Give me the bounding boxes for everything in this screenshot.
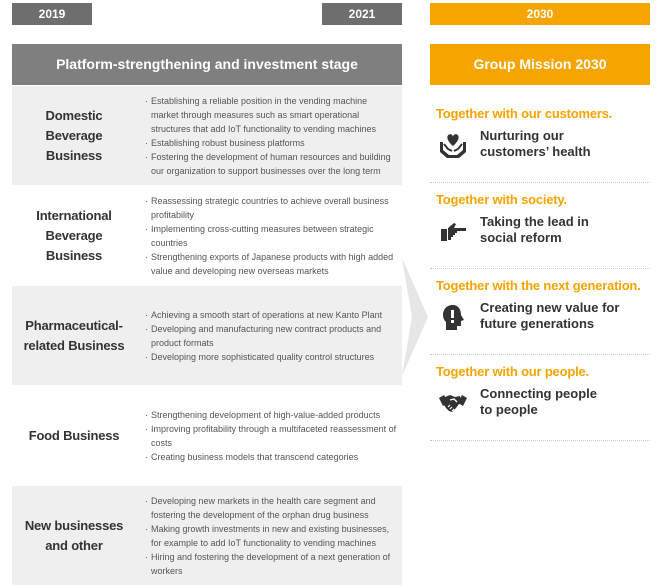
measure-item: · Achieving a smooth start of operations at new Kanto Plant bbox=[145, 308, 397, 322]
mission-text: Taking the lead in social reform bbox=[480, 214, 589, 245]
idea-head-icon bbox=[438, 302, 468, 332]
mission-title: Together with the next generation. bbox=[436, 278, 641, 293]
pointing-hand-icon bbox=[438, 216, 468, 246]
mission-title: Together with our customers. bbox=[436, 106, 613, 121]
business-name: International Beverage Business bbox=[36, 207, 112, 263]
mission-header: Group Mission 2030 bbox=[430, 44, 650, 85]
business-name: New businesses and other bbox=[24, 517, 124, 553]
measure-item: · Establishing a reliable position in the vending machine market through measures such as smart operational structures that add IoT functionality to vending machines bbox=[145, 94, 397, 136]
business-name: Domestic Beverage Business bbox=[45, 107, 103, 163]
business-international-beverage bbox=[12, 186, 402, 285]
measure-item: · Making growth investments in new and existing businesses, for example to add IoT functionality to vending machines bbox=[145, 522, 397, 550]
heart-hands-icon bbox=[438, 130, 468, 160]
business-measures-list bbox=[145, 286, 397, 385]
measure-item: · Strengthening exports of Japanese products with high added value and developing new overseas markets bbox=[145, 250, 397, 278]
business-domestic-beverage bbox=[12, 86, 402, 185]
measure-item: · Creating business models that transcend categories bbox=[145, 450, 397, 464]
business-measures-list bbox=[145, 386, 397, 485]
business-measures-list bbox=[145, 186, 397, 285]
measure-item: · Implementing cross-cutting measures between strategic countries bbox=[145, 222, 397, 250]
handshake-icon bbox=[438, 388, 468, 418]
year-2019-label: 2019 bbox=[12, 3, 92, 25]
mission-text: Connecting people to people bbox=[480, 386, 597, 417]
measure-item: · Strengthening development of high-value-added products bbox=[145, 408, 397, 422]
mission-title: Together with our people. bbox=[436, 364, 589, 379]
mission-next-generation bbox=[430, 270, 650, 355]
business-name: Pharmaceutical- related Business bbox=[23, 317, 125, 353]
measure-item: · Hiring and fostering the development of a next generation of workers bbox=[145, 550, 397, 578]
mission-people bbox=[430, 356, 650, 441]
business-pharmaceutical bbox=[12, 286, 402, 385]
business-name: Food Business bbox=[28, 427, 120, 443]
mission-text: Creating new value for future generations bbox=[480, 300, 620, 331]
measure-item: · Developing more sophisticated quality control structures bbox=[145, 350, 397, 364]
business-new-and-other bbox=[12, 486, 402, 585]
mission-customers bbox=[430, 98, 650, 183]
mission-title: Together with society. bbox=[436, 192, 567, 207]
year-2030-label: 2030 bbox=[430, 3, 650, 25]
measure-item: · Developing new markets in the health care segment and fostering the development of the orphan drug business bbox=[145, 494, 397, 522]
measure-item: · Fostering the development of human resources and building our organization to support businesses over the long term bbox=[145, 150, 397, 178]
measure-item: · Improving profitability through a multifaceted reassessment of costs bbox=[145, 422, 397, 450]
mission-text: Nurturing our customers’ health bbox=[480, 128, 591, 159]
progress-arrow-icon bbox=[402, 258, 428, 376]
year-2021-label: 2021 bbox=[322, 3, 402, 25]
business-measures-list bbox=[145, 486, 397, 585]
measure-item: · Establishing robust business platforms bbox=[145, 136, 397, 150]
measure-item: · Reassessing strategic countries to achieve overall business profitability bbox=[145, 194, 397, 222]
stage-header: Platform-strengthening and investment stage bbox=[12, 44, 402, 85]
business-food bbox=[12, 386, 402, 485]
measure-item: · Developing and manufacturing new contract products and product formats bbox=[145, 322, 397, 350]
business-measures-list bbox=[145, 86, 397, 185]
mission-society bbox=[430, 184, 650, 269]
